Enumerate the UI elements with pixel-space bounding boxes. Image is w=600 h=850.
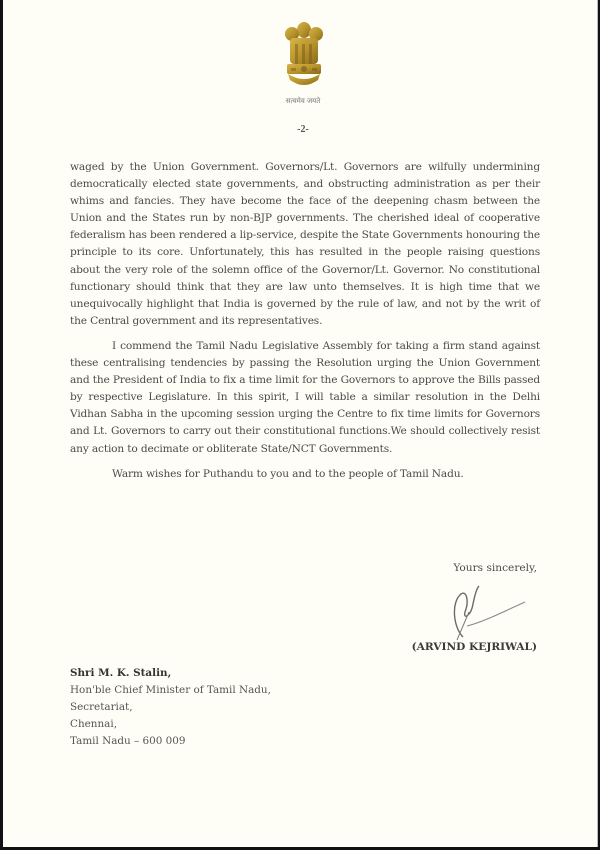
signatory-name: (ARVIND KEJRIWAL) [411, 641, 537, 653]
national-emblem-icon [282, 18, 326, 94]
paragraph-2: I commend the Tamil Nadu Legislative Assembly for taking a firm stand against these centralising tendencies by passing the Resolution urging the Union Government and the President of India to fix a time limit for the Governors to approve the Bills passed by respective Legislature. In this spirit, I will table a similar resolution in the Delhi Vidhan Sabha in the upcoming session urging the Centre to fix time limits for Governors and Lt. Governors to carry out their constitutional functions.We should collectively resist any action to decimate or obliterate State/NCT Governments. [70, 339, 540, 455]
recipient-address [70, 665, 271, 750]
address-line: Tamil Nadu – 600 009 [70, 735, 186, 747]
recipient-name: Shri M. K. Stalin, [70, 667, 172, 679]
page-number: -2- [297, 124, 309, 135]
paragraph-1: waged by the Union Government. Governors/Lt. Governors are wilfully undermining democratically elected state governments, and obstructing administration as per their whims and fancies. They have become the face of the deepening chasm between the Union and the States run by non-BJP governments. The cherished ideal of cooperative federalism has been rendered a lip-service, despite the State Governments honouring the principle to its core. Unfortunately, this has resulted in the people raising questions about the very role of the solemn office of the Governor/Lt. Governor. No constitutional functionary should think that they are law unto themselves. It is high time that we unequivocally highlight that India is governed by the rule of law, and not by the writ of the Central government and its representatives. [70, 161, 540, 327]
letter-body [70, 159, 540, 491]
paragraph-3-wishes: Warm wishes for Puthandu to you and to the people of Tamil Nadu. [112, 467, 464, 480]
address-line: Hon'ble Chief Minister of Tamil Nadu, [70, 684, 271, 696]
signature-icon [443, 582, 533, 642]
letter-page [3, 0, 598, 847]
emblem-motto: सत्यमेव जयते [285, 97, 321, 105]
signoff: Yours sincerely, [453, 562, 537, 574]
address-line: Secretariat, [70, 701, 133, 713]
address-line: Chennai, [70, 718, 117, 730]
